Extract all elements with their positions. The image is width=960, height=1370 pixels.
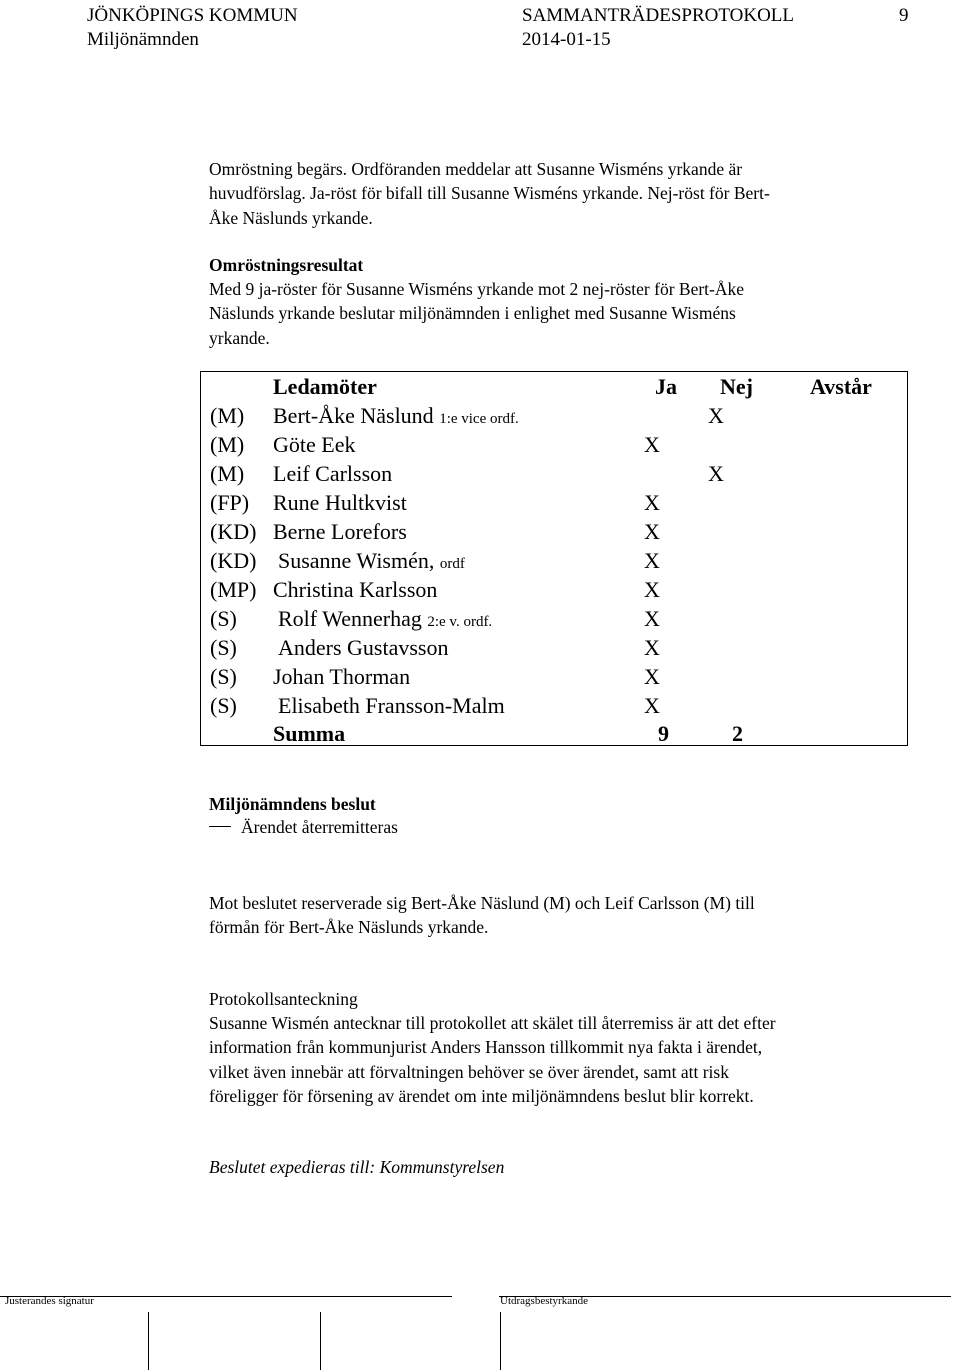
certification-label: Utdragsbestyrkande: [500, 1295, 588, 1307]
vote-yes: X: [644, 693, 660, 718]
vote-yes: X: [644, 490, 660, 515]
member-name: Elisabeth Fransson-Malm: [278, 693, 505, 718]
signature-divider: [500, 1312, 501, 1370]
column-header-no: Nej: [720, 374, 753, 399]
municipality-name: JÖNKÖPINGS KOMMUN: [87, 5, 298, 26]
member-party: (KD): [210, 548, 257, 573]
table-row: [201, 575, 907, 604]
vote-yes: X: [644, 606, 660, 631]
vote-no: X: [708, 403, 724, 428]
text-line: Näslunds yrkande beslutar miljönämnden i enlighet med Susanne Wisméns: [209, 303, 736, 324]
text-line: föreligger för försening av ärendet om inte miljönämndens beslut blir korrekt.: [209, 1085, 754, 1106]
member-name: Christina Karlsson: [273, 577, 438, 602]
signature-label: Justerandes signatur: [5, 1295, 94, 1307]
member-name: Göte Eek: [273, 432, 356, 457]
department-name: Miljönämnden: [87, 29, 199, 50]
column-header-members: Ledamöter: [273, 374, 377, 399]
table-row: [201, 691, 907, 720]
member-name: Berne Lorefors: [273, 519, 407, 544]
vote-table-header: [201, 372, 907, 401]
text-line: Mot beslutet reserverade sig Bert-Åke Näslund (M) och Leif Carlsson (M) till: [209, 893, 755, 913]
member-name: Leif Carlsson: [273, 461, 393, 486]
vote-request-paragraph: [209, 157, 909, 230]
result-paragraph: [209, 277, 909, 350]
vote-no: X: [708, 461, 724, 486]
vote-yes: X: [644, 548, 660, 573]
meeting-date: 2014-01-15: [522, 29, 611, 50]
member-name: Rune Hultkvist: [273, 490, 407, 515]
vote-yes: X: [644, 635, 660, 660]
member-party: (S): [210, 664, 237, 689]
text-line: yrkande.: [209, 327, 270, 348]
text-line: vilket även innebär att förvaltningen behöver se över ärendet, samt att risk: [209, 1061, 729, 1082]
text-line: Åke Näslunds yrkande.: [209, 207, 373, 228]
note-paragraph: [209, 1011, 909, 1108]
member-party: (S): [210, 693, 237, 718]
expedite-line: Beslutet expedieras till: Kommunstyrelsen: [209, 1157, 505, 1177]
signature-divider: [148, 1312, 149, 1370]
table-row: [201, 633, 907, 662]
table-row: [201, 604, 907, 633]
decision-text: Ärendet återremitteras: [241, 817, 398, 837]
text-line: Omröstning begärs. Ordföranden meddelar att Susanne Wisméns yrkande är: [209, 159, 743, 179]
sum-yes: 9: [658, 721, 669, 746]
text-line: Med 9 ja-röster för Susanne Wisméns yrkande mot 2 nej-röster för Bert-Åke: [209, 279, 745, 299]
member-name: Johan Thorman: [273, 664, 411, 689]
table-row: [201, 459, 907, 488]
vote-yes: X: [644, 432, 660, 457]
dash-bullet-icon: [209, 826, 231, 827]
column-header-abstain: Avstår: [810, 374, 872, 399]
page-footer: [0, 1288, 960, 1370]
vote-yes: X: [644, 577, 660, 602]
member-party: (KD): [210, 519, 257, 544]
text-line: Susanne Wismén antecknar till protokollet att skälet till återremiss är att det efter: [209, 1013, 776, 1033]
member-party: (M): [210, 403, 245, 428]
table-row: [201, 401, 907, 430]
member-party: (S): [210, 635, 237, 660]
member-party: (M): [210, 461, 245, 486]
member-name: Rolf Wennerhag: [278, 606, 422, 631]
page-header: [0, 2, 960, 52]
text-line: information från kommunjurist Anders Hansson tillkommit nya fakta i ärendet,: [209, 1037, 763, 1058]
signature-divider: [320, 1312, 321, 1370]
document-type: SAMMANTRÄDESPROTOKOLL: [522, 5, 795, 26]
member-party: (MP): [210, 577, 257, 602]
reservation-paragraph: [209, 891, 909, 940]
vote-table: [200, 371, 908, 746]
sum-label: Summa: [273, 721, 346, 746]
text-line: huvudförslag. Ja-röst för bifall till Susanne Wisméns yrkande. Nej-röst för Bert-: [209, 183, 770, 204]
table-row: [201, 488, 907, 517]
member-role: 1:e vice ordf.: [439, 411, 519, 427]
member-name: Anders Gustavsson: [278, 635, 449, 660]
member-party: (S): [210, 606, 237, 631]
column-header-yes: Ja: [655, 374, 677, 399]
result-heading: Omröstningsresultat: [209, 255, 364, 275]
member-party: (FP): [210, 490, 250, 515]
vote-yes: X: [644, 519, 660, 544]
sum-no: 2: [732, 721, 743, 746]
vote-yes: X: [644, 664, 660, 689]
member-name: Susanne Wismén,: [278, 548, 435, 573]
decision-heading: Miljönämndens beslut: [209, 794, 376, 814]
table-row: [201, 662, 907, 691]
member-name: Bert-Åke Näslund: [273, 403, 434, 428]
table-row: [201, 517, 907, 546]
table-row: [201, 546, 907, 575]
note-heading: Protokollsanteckning: [209, 989, 358, 1009]
text-line: förmån för Bert-Åke Näslunds yrkande.: [209, 917, 489, 938]
member-party: (M): [210, 432, 245, 457]
page-number: 9: [899, 5, 909, 26]
member-role: ordf: [439, 556, 465, 572]
member-role: 2:e v. ordf.: [427, 614, 493, 630]
vote-sum-row: [201, 719, 907, 748]
decision-item: [209, 815, 909, 839]
table-row: [201, 430, 907, 459]
